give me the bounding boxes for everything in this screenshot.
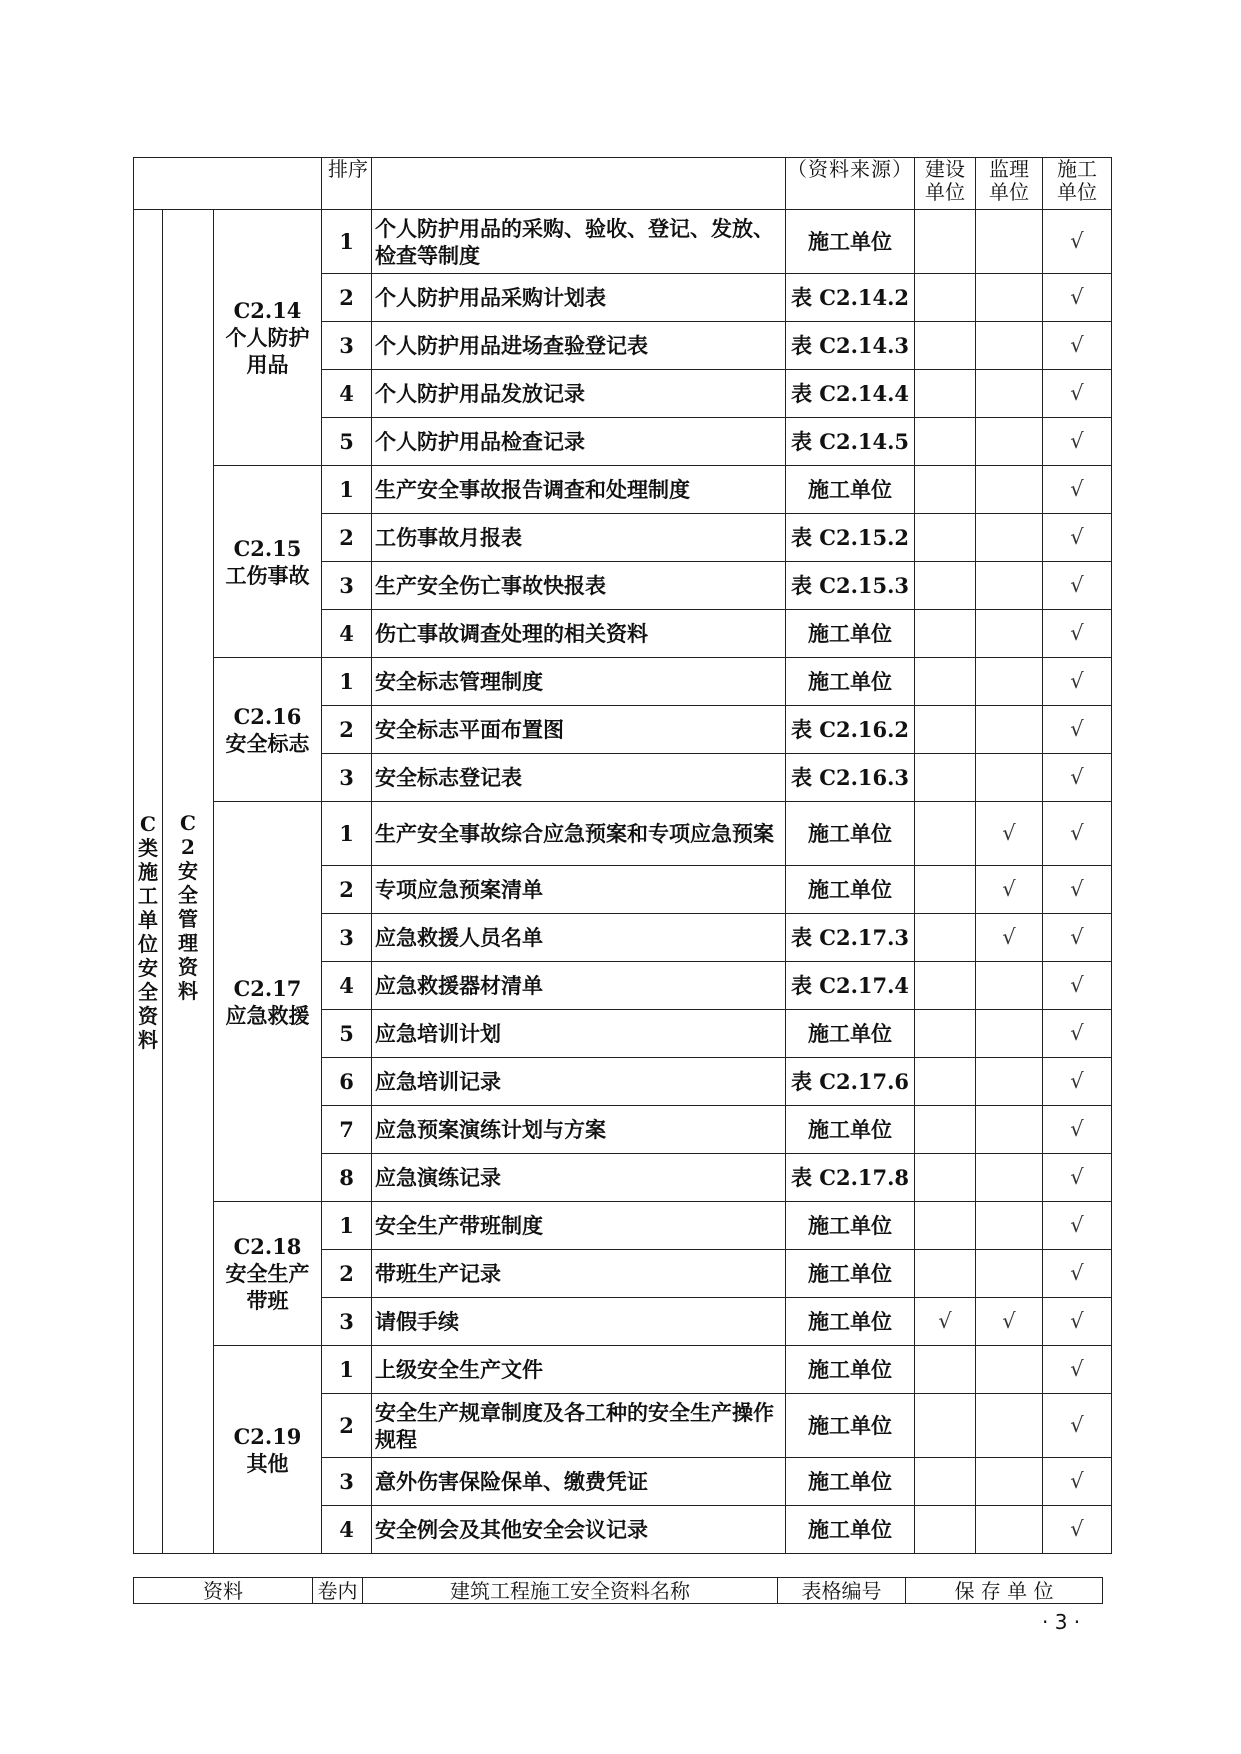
check-owner [915, 1458, 976, 1506]
check-contractor: √ [1043, 1506, 1112, 1554]
document-source: 施工单位 [786, 658, 915, 706]
check-contractor: √ [1043, 274, 1112, 322]
document-source: 施工单位 [786, 1298, 915, 1346]
document-name: 应急培训计划 [372, 1010, 786, 1058]
table-row [134, 802, 1112, 866]
check-owner [915, 562, 976, 610]
check-contractor: √ [1043, 610, 1112, 658]
section-title: C2.16 安全标志 [214, 658, 322, 802]
check-owner [915, 210, 976, 274]
document-name: 应急培训记录 [372, 1058, 786, 1106]
section-title: C2.18 安全生产带班 [214, 1202, 322, 1346]
check-contractor: √ [1043, 658, 1112, 706]
check-supervisor: √ [976, 802, 1043, 866]
check-supervisor [976, 1154, 1043, 1202]
document-source: 施工单位 [786, 210, 915, 274]
document-source: 表 C2.14.5 [786, 418, 915, 466]
check-supervisor [976, 610, 1043, 658]
table-row [134, 466, 1112, 514]
document-name: 应急救援人员名单 [372, 914, 786, 962]
check-owner [915, 866, 976, 914]
category-level2 [163, 210, 214, 1554]
check-supervisor [976, 754, 1043, 802]
check-contractor: √ [1043, 514, 1112, 562]
check-supervisor [976, 1106, 1043, 1154]
row-number: 3 [322, 754, 372, 802]
check-supervisor [976, 1010, 1043, 1058]
document-name: 应急预案演练计划与方案 [372, 1106, 786, 1154]
document-name: 安全例会及其他安全会议记录 [372, 1506, 786, 1554]
check-owner [915, 466, 976, 514]
check-contractor: √ [1043, 1154, 1112, 1202]
row-number: 3 [322, 914, 372, 962]
check-contractor: √ [1043, 322, 1112, 370]
header-name-blank [372, 158, 786, 210]
check-supervisor [976, 1202, 1043, 1250]
check-supervisor [976, 1458, 1043, 1506]
document-name: 上级安全生产文件 [372, 1346, 786, 1394]
check-supervisor [976, 1346, 1043, 1394]
check-owner: √ [915, 1298, 976, 1346]
document-source: 表 C2.17.6 [786, 1058, 915, 1106]
row-number: 3 [322, 562, 372, 610]
check-contractor: √ [1043, 466, 1112, 514]
document-name: 生产安全事故综合应急预案和专项应急预案 [372, 802, 786, 866]
category-level1-text: C类施工单位安全资料 [138, 811, 158, 1052]
row-number: 1 [322, 658, 372, 706]
check-supervisor [976, 706, 1043, 754]
document-source: 表 C2.14.3 [786, 322, 915, 370]
check-supervisor [976, 466, 1043, 514]
check-owner [915, 754, 976, 802]
document-name: 个人防护用品发放记录 [372, 370, 786, 418]
row-number: 5 [322, 418, 372, 466]
document-name: 个人防护用品检查记录 [372, 418, 786, 466]
check-supervisor: √ [976, 914, 1043, 962]
document-source: 施工单位 [786, 1202, 915, 1250]
document-source: 施工单位 [786, 1010, 915, 1058]
footer-table [133, 1577, 1103, 1604]
document-source: 表 C2.16.2 [786, 706, 915, 754]
section-title: C2.15 工伤事故 [214, 466, 322, 658]
document-source: 施工单位 [786, 1458, 915, 1506]
document-name: 安全标志管理制度 [372, 658, 786, 706]
row-number: 2 [322, 706, 372, 754]
check-owner [915, 1394, 976, 1458]
page-number: · 3 · [1042, 1610, 1081, 1634]
document-source: 施工单位 [786, 1346, 915, 1394]
category-level2-text: C2安全管理资料 [178, 810, 198, 1003]
footer-form-no: 表格编号 [778, 1578, 906, 1604]
check-owner [915, 418, 976, 466]
header-supervision-unit: 监理 单位 [976, 158, 1043, 210]
document-source: 表 C2.17.8 [786, 1154, 915, 1202]
document-name: 安全生产带班制度 [372, 1202, 786, 1250]
check-contractor: √ [1043, 914, 1112, 962]
check-owner [915, 610, 976, 658]
check-supervisor [976, 1506, 1043, 1554]
check-contractor: √ [1043, 370, 1112, 418]
row-number: 3 [322, 1298, 372, 1346]
row-number: 8 [322, 1154, 372, 1202]
check-supervisor [976, 418, 1043, 466]
safety-records-table [133, 157, 1112, 1554]
row-number: 3 [322, 1458, 372, 1506]
check-contractor: √ [1043, 802, 1112, 866]
check-contractor: √ [1043, 1458, 1112, 1506]
check-supervisor [976, 210, 1043, 274]
check-contractor: √ [1043, 1394, 1112, 1458]
row-number: 1 [322, 210, 372, 274]
document-name: 生产安全事故报告调查和处理制度 [372, 466, 786, 514]
check-supervisor: √ [976, 866, 1043, 914]
row-number: 4 [322, 1506, 372, 1554]
document-source: 施工单位 [786, 610, 915, 658]
document-name: 带班生产记录 [372, 1250, 786, 1298]
check-supervisor [976, 1058, 1043, 1106]
row-number: 4 [322, 370, 372, 418]
check-contractor: √ [1043, 1202, 1112, 1250]
document-source: 施工单位 [786, 802, 915, 866]
document-source: 施工单位 [786, 466, 915, 514]
row-number: 2 [322, 514, 372, 562]
check-supervisor [976, 322, 1043, 370]
header-order: 排序 [322, 158, 372, 210]
document-source: 表 C2.15.2 [786, 514, 915, 562]
check-supervisor [976, 370, 1043, 418]
document-source: 表 C2.16.3 [786, 754, 915, 802]
check-owner [915, 274, 976, 322]
check-supervisor [976, 514, 1043, 562]
check-contractor: √ [1043, 210, 1112, 274]
row-number: 1 [322, 1202, 372, 1250]
document-name: 应急救援器材清单 [372, 962, 786, 1010]
document-name: 个人防护用品采购计划表 [372, 274, 786, 322]
document-name: 生产安全伤亡事故快报表 [372, 562, 786, 610]
document-name: 安全标志登记表 [372, 754, 786, 802]
check-owner [915, 914, 976, 962]
check-owner [915, 514, 976, 562]
check-owner [915, 962, 976, 1010]
document-source: 施工单位 [786, 1506, 915, 1554]
header-source: （资料来源） [786, 158, 915, 210]
check-contractor: √ [1043, 962, 1112, 1010]
section-title: C2.14 个人防护用品 [214, 210, 322, 466]
row-number: 1 [322, 1346, 372, 1394]
table-row [134, 1346, 1112, 1394]
document-name: 个人防护用品的采购、验收、登记、发放、检查等制度 [372, 210, 786, 274]
check-contractor: √ [1043, 706, 1112, 754]
check-owner [915, 706, 976, 754]
document-name: 伤亡事故调查处理的相关资料 [372, 610, 786, 658]
check-owner [915, 1202, 976, 1250]
row-number: 2 [322, 274, 372, 322]
check-supervisor [976, 1250, 1043, 1298]
row-number: 1 [322, 802, 372, 866]
document-source: 表 C2.17.4 [786, 962, 915, 1010]
document-name: 应急演练记录 [372, 1154, 786, 1202]
check-owner [915, 1058, 976, 1106]
document-source: 施工单位 [786, 866, 915, 914]
row-number: 7 [322, 1106, 372, 1154]
document-source: 表 C2.15.3 [786, 562, 915, 610]
check-owner [915, 1346, 976, 1394]
check-contractor: √ [1043, 1010, 1112, 1058]
check-contractor: √ [1043, 1106, 1112, 1154]
check-contractor: √ [1043, 418, 1112, 466]
check-supervisor: √ [976, 1298, 1043, 1346]
row-number: 2 [322, 1250, 372, 1298]
check-contractor: √ [1043, 1058, 1112, 1106]
document-name: 安全标志平面布置图 [372, 706, 786, 754]
check-owner [915, 1250, 976, 1298]
document-source: 表 C2.14.2 [786, 274, 915, 322]
section-title: C2.19 其他 [214, 1346, 322, 1554]
document-source: 施工单位 [786, 1106, 915, 1154]
check-owner [915, 1506, 976, 1554]
check-owner [915, 322, 976, 370]
document-name: 专项应急预案清单 [372, 866, 786, 914]
document-source: 施工单位 [786, 1394, 915, 1458]
row-number: 4 [322, 962, 372, 1010]
check-supervisor [976, 562, 1043, 610]
row-number: 3 [322, 322, 372, 370]
document-source: 表 C2.14.4 [786, 370, 915, 418]
check-contractor: √ [1043, 754, 1112, 802]
check-contractor: √ [1043, 1346, 1112, 1394]
check-supervisor [976, 274, 1043, 322]
row-number: 5 [322, 1010, 372, 1058]
document-name: 安全生产规章制度及各工种的安全生产操作规程 [372, 1394, 786, 1458]
check-owner [915, 1010, 976, 1058]
table-row [134, 1202, 1112, 1250]
footer-material: 资料 [134, 1578, 313, 1604]
table-row [134, 210, 1112, 274]
check-contractor: √ [1043, 866, 1112, 914]
check-contractor: √ [1043, 1250, 1112, 1298]
row-number: 4 [322, 610, 372, 658]
header-blank [134, 158, 322, 210]
check-supervisor [976, 658, 1043, 706]
row-number: 2 [322, 866, 372, 914]
row-number: 6 [322, 1058, 372, 1106]
document-name: 工伤事故月报表 [372, 514, 786, 562]
footer-name: 建筑工程施工安全资料名称 [363, 1578, 778, 1604]
check-contractor: √ [1043, 562, 1112, 610]
check-owner [915, 802, 976, 866]
footer-volume: 卷内 [313, 1578, 363, 1604]
document-source: 施工单位 [786, 1250, 915, 1298]
check-contractor: √ [1043, 1298, 1112, 1346]
check-owner [915, 1154, 976, 1202]
footer-row [134, 1578, 1103, 1604]
row-number: 2 [322, 1394, 372, 1458]
check-owner [915, 658, 976, 706]
section-title: C2.17 应急救援 [214, 802, 322, 1202]
document-name: 请假手续 [372, 1298, 786, 1346]
document-name: 个人防护用品进场查验登记表 [372, 322, 786, 370]
check-owner [915, 1106, 976, 1154]
document-name: 意外伤害保险保单、缴费凭证 [372, 1458, 786, 1506]
footer-keep-unit: 保 存 单 位 [906, 1578, 1103, 1604]
table-row [134, 658, 1112, 706]
document-source: 表 C2.17.3 [786, 914, 915, 962]
header-row [134, 158, 1112, 210]
category-level1 [134, 210, 163, 1554]
header-owner-unit: 建设 单位 [915, 158, 976, 210]
header-contractor-unit: 施工 单位 [1043, 158, 1112, 210]
check-supervisor [976, 962, 1043, 1010]
check-owner [915, 370, 976, 418]
check-supervisor [976, 1394, 1043, 1458]
row-number: 1 [322, 466, 372, 514]
